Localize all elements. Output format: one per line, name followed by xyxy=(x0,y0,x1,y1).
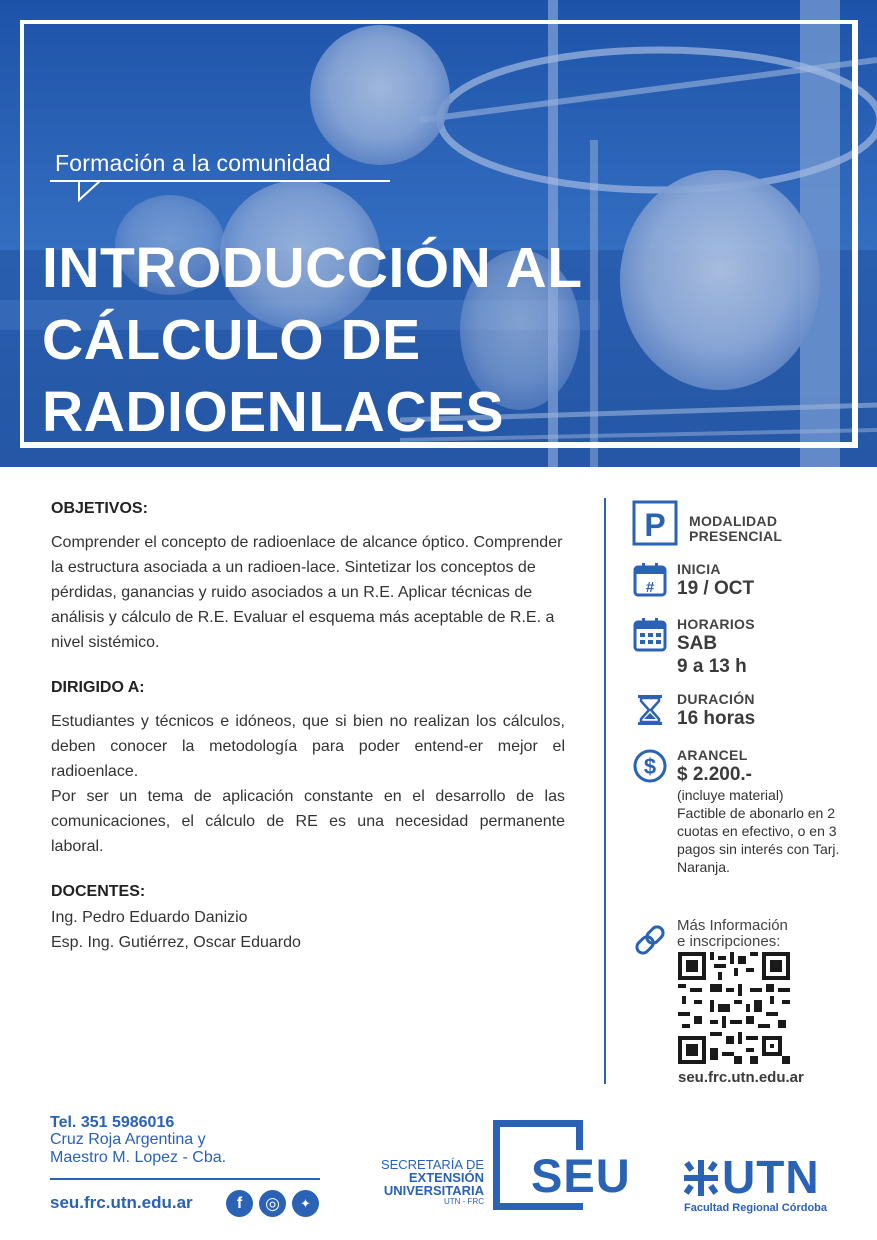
content-column xyxy=(51,500,565,955)
dollar-circle-icon xyxy=(632,748,668,784)
svg-text:$: $ xyxy=(643,754,657,779)
info-site-link[interactable]: seu.frc.utn.edu.ar xyxy=(678,1069,804,1086)
facebook-icon[interactable]: f xyxy=(226,1190,253,1217)
title-line-2: CÁLCULO DE xyxy=(42,308,421,372)
duracion-value: 16 horas xyxy=(677,708,756,729)
instagram-icon[interactable]: ◎ xyxy=(259,1190,286,1217)
speech-tail-icon xyxy=(77,180,103,202)
dirigido-heading: DIRIGIDO A: xyxy=(51,679,145,696)
info-line-1: Más Información xyxy=(677,917,788,934)
svg-text:#: # xyxy=(645,579,655,596)
tagline: Formación a la comunidad xyxy=(55,150,331,176)
twitter-icon[interactable]: ✦ xyxy=(292,1190,319,1217)
objetivos-text: Comprender el concepto de radioenlace de alcance óptico. Comprender la estructura asociada a un radioen-lace. Sintetizar los conceptos de pérdidas, ganancias y ruido asociados a un R.E. Aplicar técnicas de análisis y cálculo de R.E. Evaluar el esquema más aceptable de R.E. a nivel sistémico. xyxy=(51,534,563,651)
utn-emblem-icon xyxy=(684,1160,718,1196)
arancel-note-2: Factible de abonarlo en 2 cuotas en efectivo, o en 3 pagos sin interés con Tarj. Naranja. xyxy=(677,805,840,875)
link-icon xyxy=(632,922,668,958)
address-line-1: Cruz Roja Argentina y xyxy=(50,1131,206,1148)
info-line-2: e inscripciones: xyxy=(677,933,781,950)
arancel-note-1: (incluye material) xyxy=(677,787,784,803)
dirigido-text-2: Por ser un tema de aplicación constante en el desarrollo de las comunicaciones, el cálculo de RE es una necesidad permanente laboral. xyxy=(51,788,565,855)
dirigido-text-1: Estudiantes y técnicos e idóneos, que si bien no realizan los cálculos, deben conocer la metodología para poder entend-er mejor el radioenlace. xyxy=(51,713,565,780)
footer-divider xyxy=(50,1178,320,1180)
utn-subtitle: Facultad Regional Córdoba xyxy=(684,1202,828,1214)
seu-caption xyxy=(360,1158,484,1207)
contact-block xyxy=(50,1114,226,1167)
duracion-label: DURACIÓN xyxy=(677,691,755,707)
arancel-value: $ 2.200.- xyxy=(677,764,752,785)
horarios-day: SAB xyxy=(677,633,718,654)
docente-1: Ing. Pedro Eduardo Danizio xyxy=(51,909,248,926)
horarios-label: HORARIOS xyxy=(677,616,755,632)
inicia-label: INICIA xyxy=(677,561,721,577)
docentes-heading: DOCENTES: xyxy=(51,883,146,900)
seu-line-2: EXTENSIÓN xyxy=(408,1170,484,1185)
calendar-hash-icon xyxy=(632,562,668,598)
address-line-2: Maestro M. Lopez - Cba. xyxy=(50,1149,227,1166)
utn-logo: UTN xyxy=(722,1151,820,1203)
seu-line-4: UTN - FRC xyxy=(444,1197,484,1206)
title-line-3: RADIOENLACES xyxy=(42,380,505,444)
horarios-time: 9 a 13 h xyxy=(677,656,747,677)
seu-line-3: UNIVERSITARIA xyxy=(383,1183,484,1198)
modalidad-letter: P xyxy=(644,507,666,543)
phone[interactable]: Tel. 351 5986016 xyxy=(50,1114,175,1131)
hourglass-icon xyxy=(632,692,668,728)
hero-banner xyxy=(0,0,877,467)
seu-line-1: SECRETARÍA DE xyxy=(380,1157,484,1172)
arancel-label: ARANCEL xyxy=(677,747,748,763)
inicia-value: 19 / OCT xyxy=(677,578,755,599)
page-title xyxy=(42,232,583,448)
docente-2: Esp. Ing. Gutiérrez, Oscar Eduardo xyxy=(51,934,301,951)
qr-code[interactable] xyxy=(678,952,790,1064)
title-line-1: INTRODUCCIÓN AL xyxy=(42,236,583,300)
calendar-grid-icon xyxy=(632,617,668,653)
modalidad-line-2: PRESENCIAL xyxy=(689,528,783,544)
parking-p-icon xyxy=(632,500,680,548)
modalidad-line-1: MODALIDAD xyxy=(689,513,778,529)
footer-site-link[interactable]: seu.frc.utn.edu.ar xyxy=(50,1193,193,1212)
objetivos-heading: OBJETIVOS: xyxy=(51,500,148,517)
seu-logo: SEU xyxy=(527,1150,635,1202)
column-divider xyxy=(604,498,606,1084)
